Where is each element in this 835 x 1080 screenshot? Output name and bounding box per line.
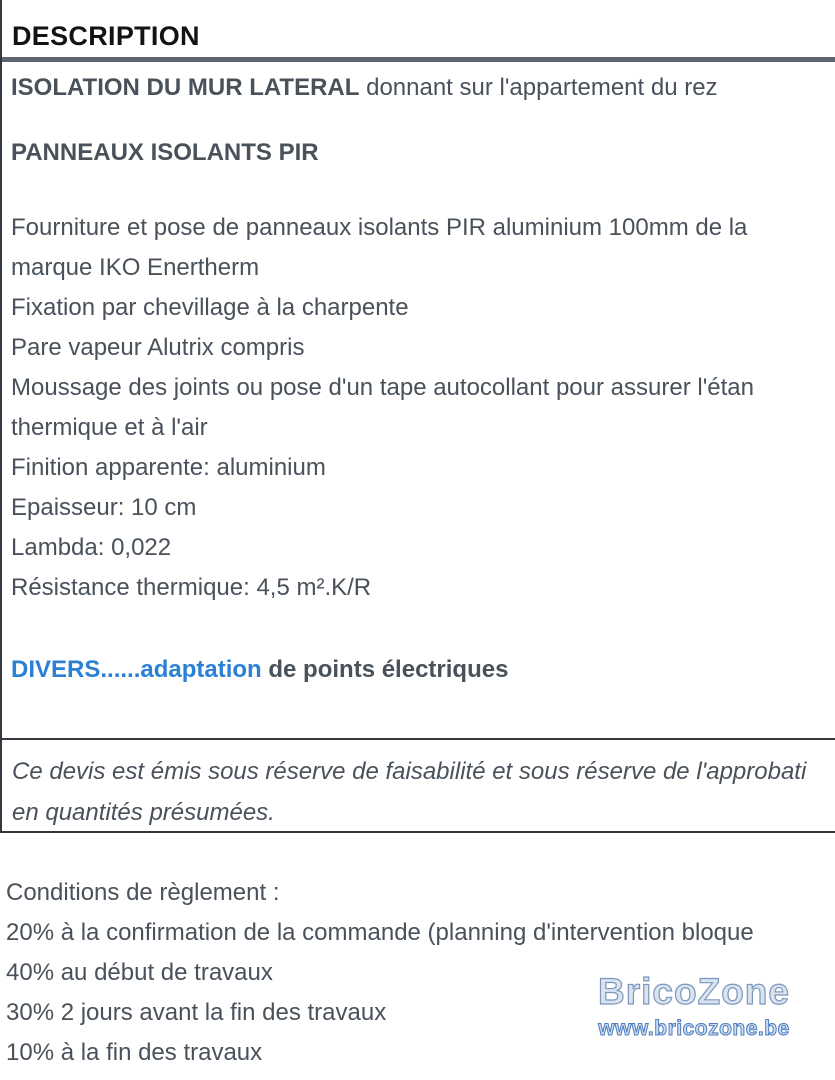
description-line: Pare vapeur Alutrix compris xyxy=(11,334,305,361)
description-line: Epaisseur: 10 cm xyxy=(11,494,197,521)
description-line: thermique et à l'air xyxy=(11,414,208,441)
condition-item: 20% à la confirmation de la commande (planning d'intervention bloque xyxy=(6,919,754,946)
condition-item: 30% 2 jours avant la fin des travaux xyxy=(6,999,387,1026)
condition-item: 40% au début de travaux xyxy=(6,959,273,986)
watermark-url-text: www.bricozone.be xyxy=(598,1017,790,1040)
reservation-note-cell xyxy=(2,738,835,833)
item-subtitle: PANNEAUX ISOLANTS PIR xyxy=(11,139,319,166)
description-line: Finition apparente: aluminium xyxy=(11,454,326,481)
description-header-label: DESCRIPTION xyxy=(12,21,200,51)
note-line: en quantités présumées. xyxy=(12,799,275,826)
payment-conditions-block xyxy=(0,840,835,1073)
description-line: Fixation par chevillage à la charpente xyxy=(11,294,409,321)
item-title-bold: ISOLATION DU MUR LATERAL xyxy=(11,74,360,101)
note-line: Ce devis est émis sous réserve de faisabilité et sous réserve de l'approbati xyxy=(12,758,807,785)
item-description-block xyxy=(11,208,835,608)
description-column-header xyxy=(2,0,835,62)
description-line: Fourniture et pose de panneaux isolants PIR aluminium 100mm de la xyxy=(11,214,748,241)
divers-rest: de points électriques xyxy=(261,656,509,683)
description-line: Résistance thermique: 4,5 m².K/R xyxy=(11,574,372,601)
item-title-rest: donnant sur l'appartement du rez xyxy=(359,74,718,101)
description-line: marque IKO Enertherm xyxy=(11,254,260,281)
description-line: Moussage des joints ou pose d'un tape autocollant pour assurer l'étan xyxy=(11,374,754,401)
description-line: Lambda: 0,022 xyxy=(11,534,172,561)
conditions-title: Conditions de règlement : xyxy=(6,879,280,906)
divers-line xyxy=(11,650,835,690)
watermark-brand-text: BricoZone xyxy=(598,971,790,1012)
item-title-line xyxy=(11,68,835,108)
condition-item: 10% à la fin des travaux xyxy=(6,1039,263,1066)
divers-link[interactable]: DIVERS......adaptation xyxy=(11,656,262,683)
description-cell xyxy=(2,62,835,738)
